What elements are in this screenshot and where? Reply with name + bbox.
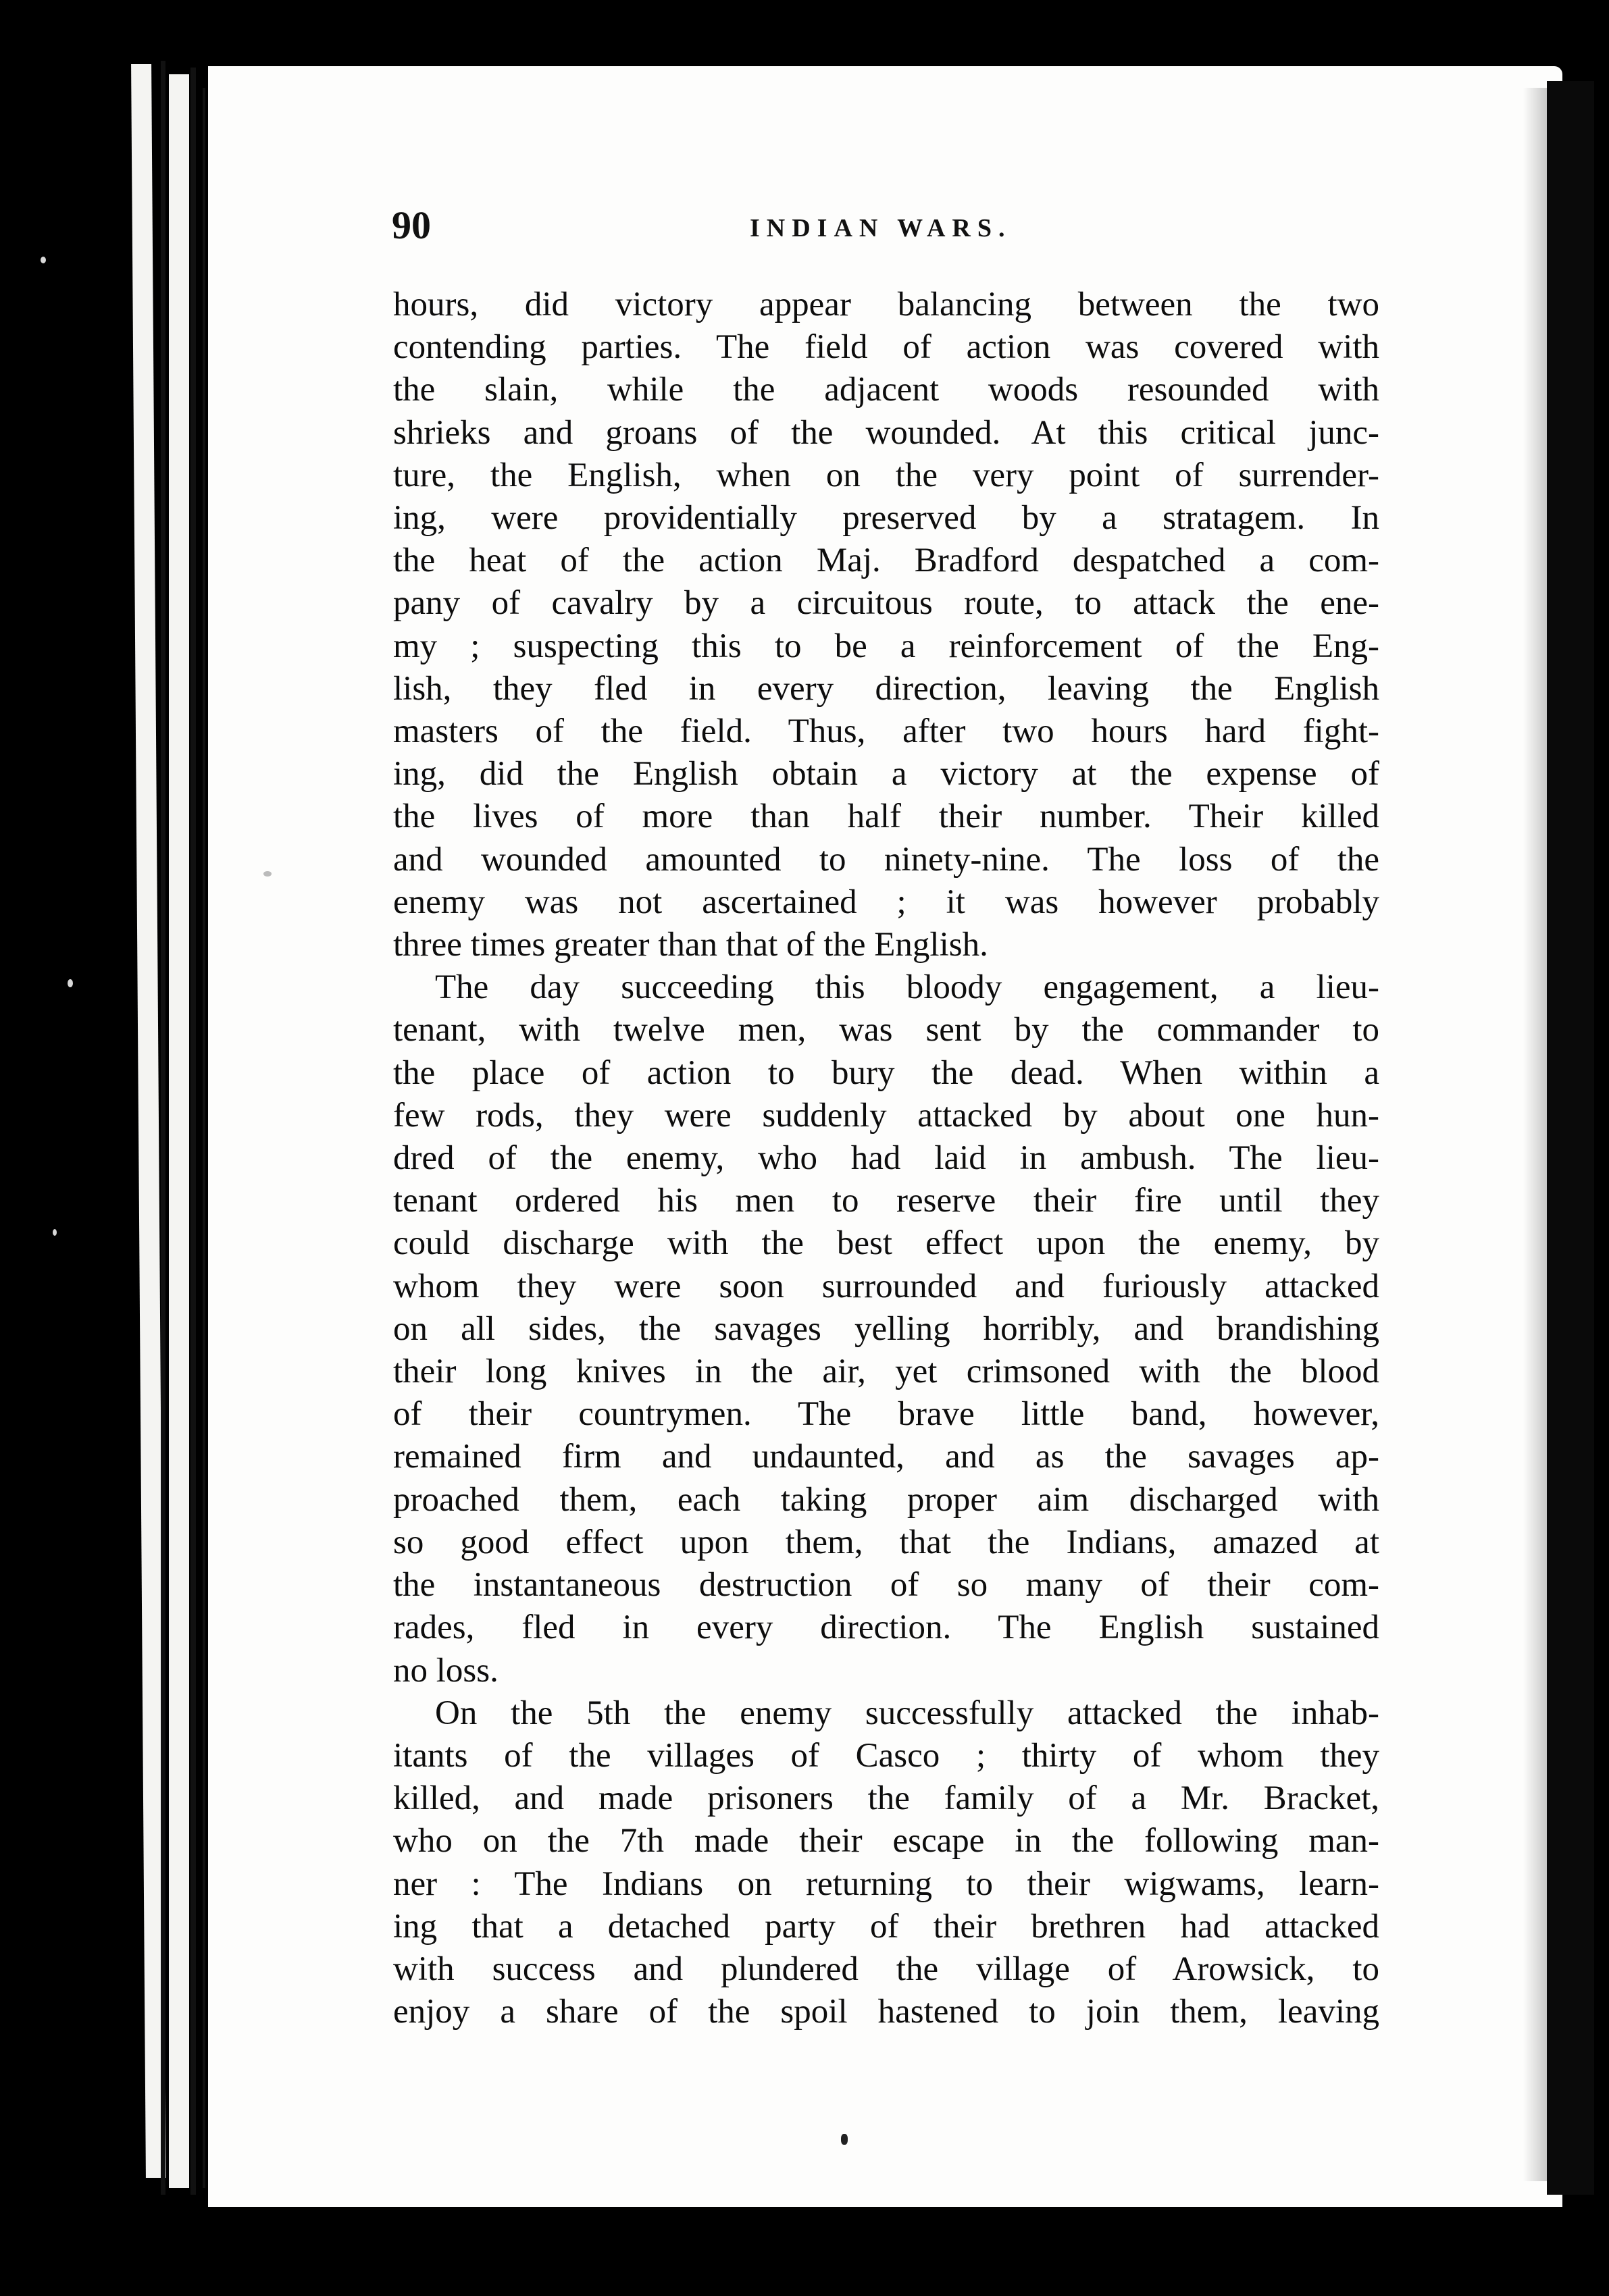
- text-line: whom they were soon surrounded and furiously attacked: [393, 1267, 1379, 1305]
- text-line: hours, did victory appear balancing between the two: [393, 286, 1379, 323]
- text-line: of their countrymen. The brave little band, however,: [393, 1395, 1379, 1434]
- text-line: ing, were providentially preserved by a stratagem. In: [393, 499, 1379, 538]
- text-line: so good effect upon them, that the Indians, amazed at: [393, 1523, 1379, 1561]
- text-line: ner : The Indians on returning to their wigwams, learn-: [393, 1864, 1379, 1903]
- printer-mark: [841, 2134, 848, 2145]
- body-text: [393, 284, 1379, 2033]
- text-line: no loss.: [393, 1651, 499, 1690]
- text-line: rades, fled in every direction. The English sustained: [393, 1609, 1379, 1647]
- paragraph: [393, 1692, 1379, 2034]
- text-line: tenant, with twelve men, was sent by the commander to: [393, 1011, 1379, 1049]
- text-line: ture, the English, when on the very point of surrender-: [393, 456, 1379, 494]
- running-title: INDIAN WARS.: [750, 214, 1012, 242]
- text-line: killed, and made prisoners the family of a Mr. Bracket,: [393, 1779, 1379, 1818]
- text-line: and wounded amounted to ninety-nine. The loss of the: [393, 840, 1379, 879]
- text-line: tenant ordered his men to reserve their fire until they: [393, 1182, 1379, 1220]
- text-line: the lives of more than half their number. Their killed: [393, 798, 1379, 836]
- text-line: could discharge with the best effect upon the enemy, by: [393, 1224, 1379, 1263]
- page-number: 90: [392, 203, 431, 247]
- text-line: pany of cavalry by a circuitous route, to attack the ene-: [393, 584, 1379, 623]
- text-line: their long knives in the air, yet crimsoned with the blood: [393, 1353, 1379, 1391]
- text-line: few rods, they were suddenly attacked by about one hun-: [393, 1096, 1379, 1134]
- page-edge-shadow: [161, 61, 165, 2195]
- text-line: enjoy a share of the spoil hastened to join them, leaving: [393, 1993, 1379, 2031]
- text-line: remained firm and undaunted, and as the savages ap-: [393, 1438, 1379, 1476]
- scan-speck: [263, 871, 272, 877]
- text-line: with success and plundered the village of Arowsick, to: [393, 1950, 1379, 1988]
- text-line: masters of the field. Thus, after two hours hard fight-: [393, 712, 1379, 751]
- text-line: my ; suspecting this to be a reinforcement of the Eng-: [393, 627, 1379, 665]
- scan-speck: [53, 1229, 57, 1236]
- page-edge-shadow: [203, 88, 205, 2188]
- scan-speck: [41, 257, 46, 263]
- text-line: on all sides, the savages yelling horribly, and brandishing: [393, 1309, 1379, 1348]
- text-line: lish, they fled in every direction, leaving the English: [393, 669, 1379, 708]
- text-line: itants of the villages of Casco ; thirty of whom they: [393, 1736, 1379, 1775]
- text-line: the slain, while the adjacent woods resounded with: [393, 371, 1379, 409]
- page-edge-shadow: [190, 68, 196, 2195]
- text-line: contending parties. The field of action was covered with: [393, 328, 1379, 367]
- text-line: shrieks and groans of the wounded. At this critical junc-: [393, 413, 1379, 452]
- paragraph: [393, 284, 1379, 966]
- text-line: who on the 7th made their escape in the following man-: [393, 1822, 1379, 1860]
- page-edge: [169, 74, 189, 2188]
- text-line: the heat of the action Maj. Bradford despatched a com-: [393, 542, 1379, 580]
- text-line: On the 5th the enemy successfully attacked the inhab-: [435, 1694, 1379, 1732]
- page-header: [392, 203, 1405, 257]
- text-line: the place of action to bury the dead. When within a: [393, 1053, 1379, 1092]
- text-line: enemy was not ascertained ; it was however probably: [393, 883, 1379, 921]
- text-line: three times greater than that of the English.: [393, 926, 988, 964]
- text-line: proached them, each taking proper aim discharged with: [393, 1480, 1379, 1519]
- text-line: ing, did the English obtain a victory at the expense of: [393, 755, 1379, 793]
- text-line: The day succeeding this bloody engagement, a lieu-: [435, 968, 1379, 1007]
- text-line: the instantaneous destruction of so many of their com-: [393, 1566, 1379, 1604]
- text-line: dred of the enemy, who had laid in ambush. The lieu-: [393, 1139, 1379, 1178]
- book-gutter: [1547, 81, 1594, 2195]
- scan-speck: [68, 979, 73, 987]
- gutter-shadow: [1523, 88, 1550, 2181]
- paragraph: [393, 966, 1379, 1692]
- text-line: ing that a detached party of their brethren had attacked: [393, 1907, 1379, 1946]
